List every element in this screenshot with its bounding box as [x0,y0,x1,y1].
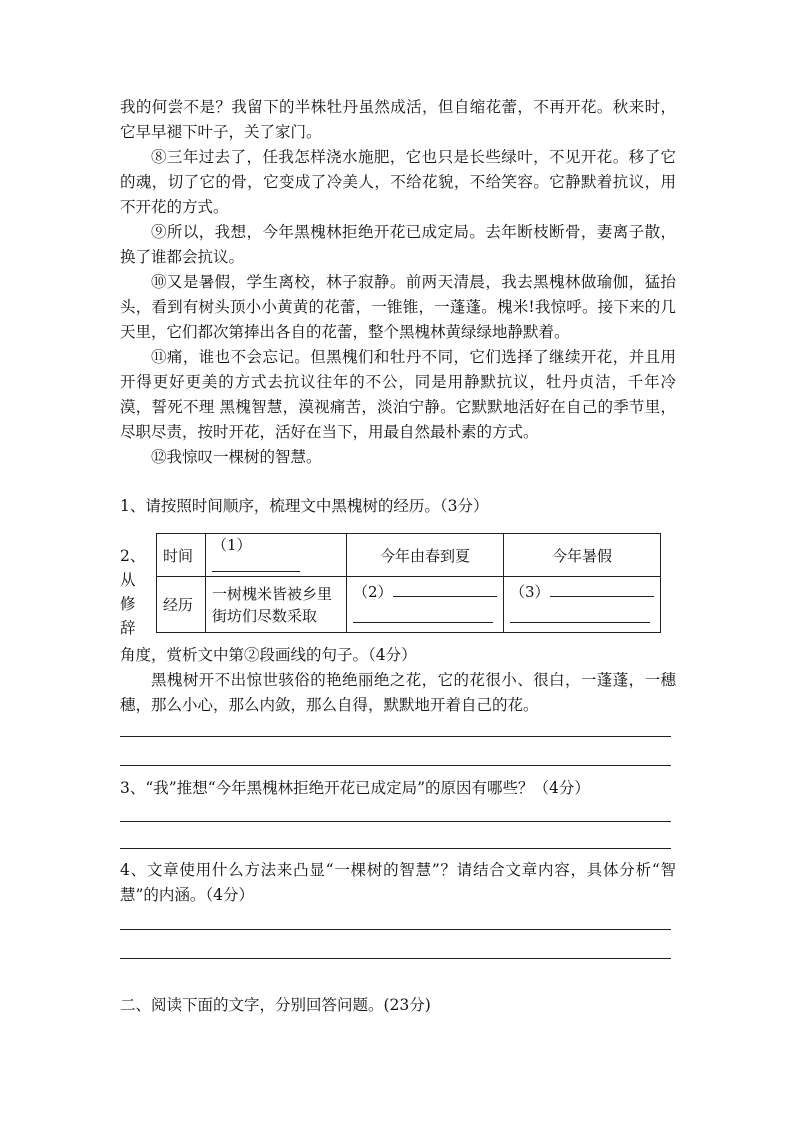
passage-paragraph-9: ⑨所以，我想，今年黑槐林拒绝开花已成定局。去年断枝断骨，妻离子散，换了谁都会抗议。 [120,223,676,266]
question-4-text: 4、文章使用什么方法来凸显“一棵树的智慧”？请结合文章内容，具体分析“智慧”的内涵。（4分） [120,861,676,904]
blank-3-fill-line-1[interactable] [550,580,654,597]
blank-3-fill-line-2[interactable] [510,606,650,623]
passage-paragraph-continued: 我的何尝不是？我留下的半株牡丹虽然成活，但自缩花蕾，不再开花。秋来时，它早早褪下叶子，关了家门。 [120,98,676,141]
table-row-label-experience: 经历 [157,577,206,633]
blank-2-label: （2） [353,582,393,601]
table-row-label-time: 时间 [157,534,206,577]
table-cell-blank-2 [347,577,504,633]
answer-line[interactable] [120,929,671,930]
table-cell-blank-3 [504,577,661,633]
table-header-spring-summer: 今年由春到夏 [347,534,504,577]
timeline-table [156,533,661,633]
question-2-quote: 黑槐树开不出惊世骇俗的艳绝丽绝之花，它的花很小、很白，一蓬蓬，一穗穗，那么小心，那么内敛，那么自得，默默地开着自己的花。 [120,671,676,714]
answer-line[interactable] [120,958,671,959]
answer-line[interactable] [120,765,671,766]
question-2-label-char: 2、 [120,547,146,565]
question-1-text: 1、请按照时间顺序，梳理文中黑槐树的经历。（3分） [120,497,489,515]
table-cell-experience-1: 一树槐米皆被乡里街坊们尽数采取 [206,577,347,633]
blank-1-fill[interactable] [212,555,300,572]
passage-paragraph-12: ⑫我惊叹一棵树的智慧。 [151,448,322,466]
question-3-text: 3、“我”推想“今年黑槐林拒绝开花已成定局”的原因有哪些？（4分） [120,779,590,797]
passage-paragraph-10: ⑩又是暑假，学生离校，林子寂静。前两天清晨，我去黑槐林做瑜伽，猛抬头，看到有树头顶小小黄黄的花蕾，一锥锥，一蓬蓬。槐米!我惊呼。接下来的几天里，它们都次第捧出各自的花蕾，整个黑槐林黄绿绿地静默着。 [120,273,676,341]
question-2-text: 角度，赏析文中第②段画线的句子。（4分） [120,646,417,664]
passage-paragraph-11: ⑪痛，谁也不会忘记。但黑槐们和牡丹不同，它们选择了继续开花，并且用开得更好更美的方式去抗议往年的不公，同是用静默抗议，牡丹贞洁，千年冷漠，誓死不理 黑槐智慧，漠视痛苦，淡泊宁静。它默默地活好在自己的季节里，尽职尽责，按时开花，活好在当下，用最自然最朴素的方式。 [120,348,676,441]
question-2-label-char: 从 [120,571,136,589]
answer-line[interactable] [120,736,671,737]
table-header-summer-vacation: 今年暑假 [504,534,661,577]
blank-1-label: （1） [212,536,252,554]
question-2-label-char: 修 [120,595,136,613]
table-header-blank-1 [206,534,347,577]
blank-3-label: （3） [510,582,550,601]
question-2-label-char: 辞 [120,619,136,637]
answer-line[interactable] [120,848,671,849]
passage-paragraph-8: ⑧三年过去了，任我怎样浇水施肥，它也只是长些绿叶，不见开花。移了它的魂，切了它的骨，它变成了冷美人，不给花貌，不给笑容。它静默着抗议，用不开花的方式。 [120,148,676,216]
blank-2-fill-line-1[interactable] [393,580,497,597]
question-2-label [120,544,146,640]
blank-2-fill-line-2[interactable] [353,606,493,623]
section-2-heading: 二、阅读下面的文字，分别回答问题。(23分) [120,996,431,1014]
answer-line[interactable] [120,821,671,822]
